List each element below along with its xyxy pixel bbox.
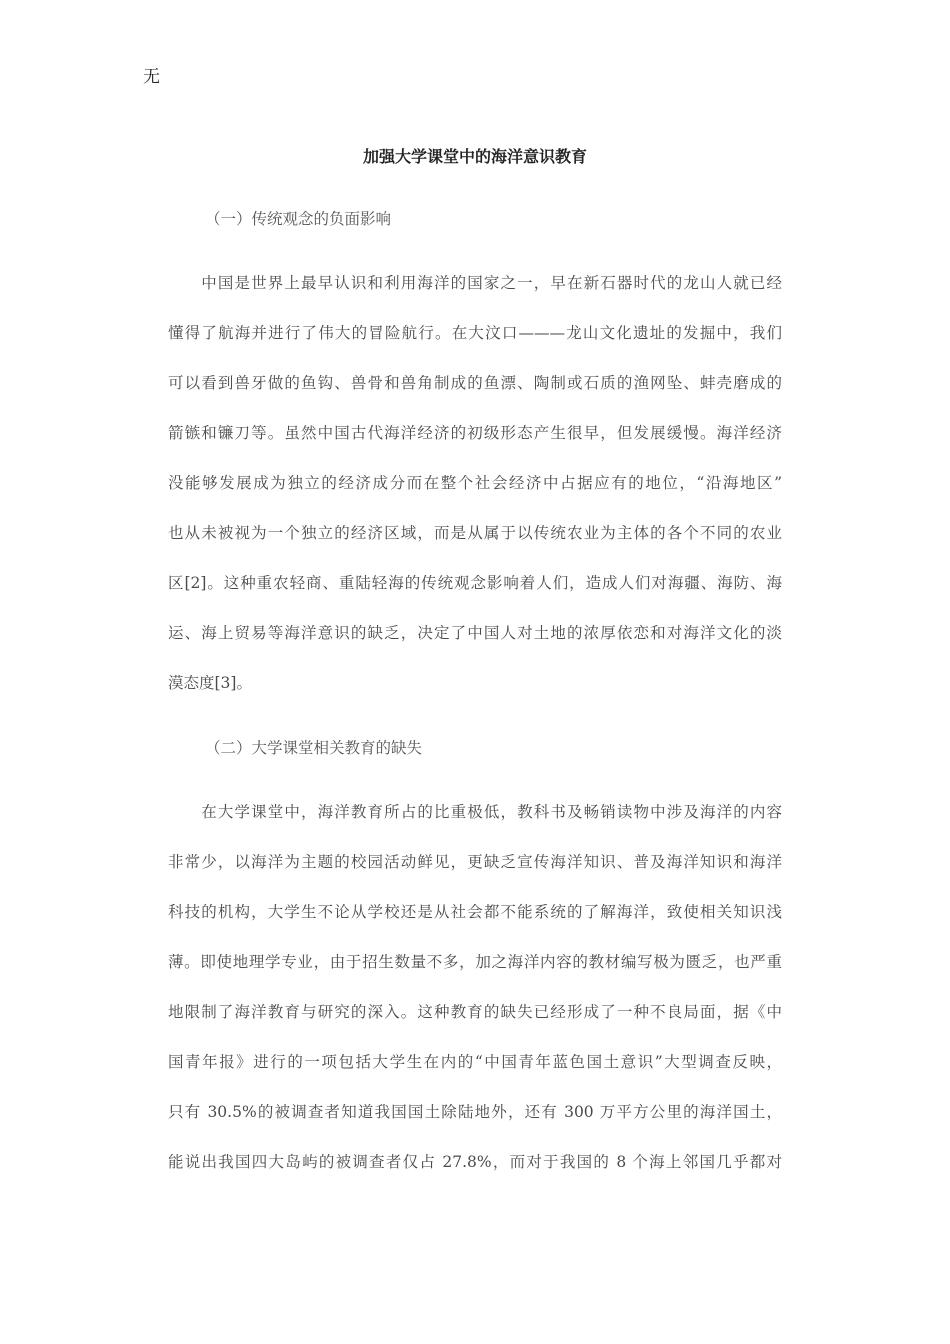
- section-heading-2: （二）大学课堂相关教育的缺失: [205, 739, 423, 757]
- document-title: 加强大学课堂中的海洋意识教育: [362, 147, 587, 166]
- paragraph-1: [168, 258, 782, 708]
- paragraph-line: 在大学课堂中，海洋教育所占的比重极低，教科书及畅销读物中涉及海洋的内容: [168, 803, 782, 821]
- paragraph-2: [168, 787, 782, 1187]
- paragraph-line: 地限制了海洋教育与研究的深入。这种教育的缺失已经形成了一种不良局面，据《中: [168, 1003, 782, 1021]
- paragraph-line: 能说出我国四大岛屿的被调查者仅占 27.8%，而对于我国的 8 个海上邻国几乎都对: [168, 1153, 782, 1171]
- paragraph-line: 也从未被视为一个独立的经济区域，而是从属于以传统农业为主体的各个不同的农业: [168, 524, 782, 542]
- paragraph-line: 箭镞和镰刀等。虽然中国古代海洋经济的初级形态产生很早，但发展缓慢。海洋经济: [168, 424, 782, 442]
- paragraph-line: 薄。即使地理学专业，由于招生数量不多，加之海洋内容的教材编写极为匮乏，也严重: [168, 953, 782, 971]
- paragraph-line: 运、海上贸易等海洋意识的缺乏，决定了中国人对土地的浓厚依恋和对海洋文化的淡: [168, 624, 782, 642]
- section-heading-1: （一）传统观念的负面影响: [205, 210, 392, 228]
- paragraph-line: 漠态度[3]。: [168, 674, 252, 692]
- paragraph-line: 科技的机构，大学生不论从学校还是从社会都不能系统的了解海洋，致使相关知识浅: [168, 903, 782, 921]
- paragraph-line: 只有 30.5%的被调查者知道我国国土除陆地外，还有 300 万平方公里的海洋国土，: [168, 1103, 782, 1121]
- paragraph-line: 非常少，以海洋为主题的校园活动鲜见，更缺乏宣传海洋知识、普及海洋知识和海洋: [168, 853, 782, 871]
- paragraph-line: 没能够发展成为独立的经济成分而在整个社会经济中占据应有的地位，“沿海地区”: [168, 474, 782, 492]
- paragraph-line: 区[2]。这种重农轻商、重陆轻海的传统观念影响着人们，造成人们对海疆、海防、海: [168, 574, 782, 592]
- paragraph-line: 国青年报》进行的一项包括大学生在内的“中国青年蓝色国土意识”大型调查反映，: [168, 1053, 782, 1071]
- paragraph-line: 可以看到兽牙做的鱼钩、兽骨和兽角制成的鱼漂、陶制或石质的渔网坠、蚌壳磨成的: [168, 374, 782, 392]
- header-mark: 无: [143, 67, 160, 87]
- paragraph-line: 中国是世界上最早认识和利用海洋的国家之一，早在新石器时代的龙山人就已经: [168, 274, 782, 292]
- paragraph-line: 懂得了航海并进行了伟大的冒险航行。在大汶口———龙山文化遗址的发掘中，我们: [168, 324, 782, 342]
